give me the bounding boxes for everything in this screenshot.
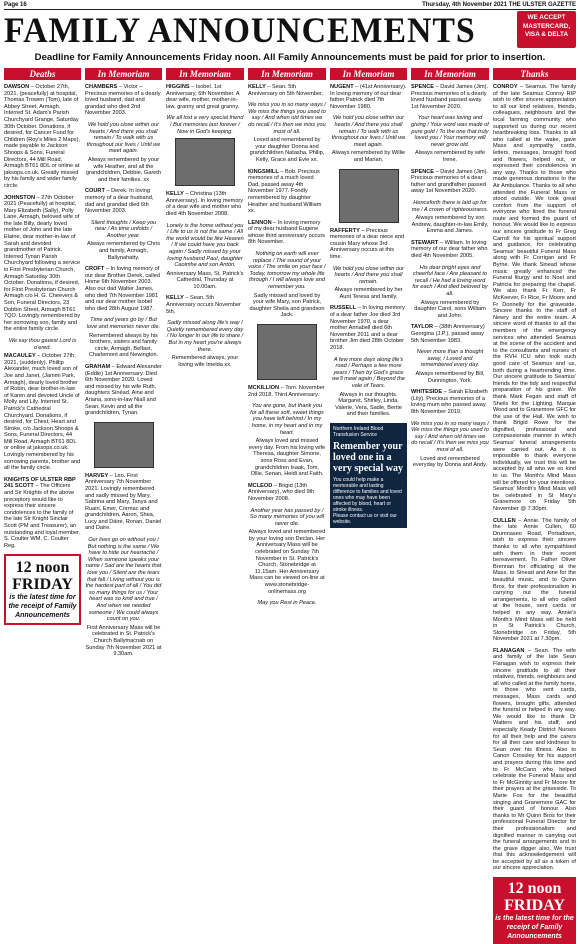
notice <box>248 220 326 246</box>
verse: Nothing on earth will ever replace / The sound of your voice / The smile on your face / Today, tomorrow my whole life through / I will always love and remember you. <box>248 251 326 291</box>
notice <box>330 228 407 261</box>
notice-name: RUSSELL <box>330 305 357 312</box>
page-number: Page 16 <box>4 2 27 8</box>
notice-name: KNIGHTS OF ULSTER RBP 241 SCOTT <box>4 476 76 490</box>
verse: Silent thoughts / Keep you near / As time unfolds / Another year. <box>90 219 157 239</box>
notice <box>248 385 326 398</box>
memorial-photo <box>339 169 399 223</box>
notice-name: CHAMBERS <box>85 84 118 90</box>
notice-signoff: Always in our thoughts. Margaret, Shirley, Linda, Valerie, Vera, Sadie, Bertie and their families. <box>335 391 402 418</box>
notice <box>4 84 81 190</box>
notice-name: TAYLOR <box>411 324 434 331</box>
notice-text: – Leo. First Anniversary 7th November 2021. Lovingly remembered and sadly missed by Mary, Sabrina and Mary, Tanya and Ruairi, Emer, Cormac and grandchildren, Aaron, Shea, Lucy and Dáire, Ronan, Daniel and Daire. <box>85 472 162 532</box>
column-thanks <box>493 68 576 941</box>
verse: We hold you close within our hearts / And there you shall remain / To walk with us throughout our lives / Until we meet again. <box>331 115 406 148</box>
notice-name: DAWSON <box>4 84 30 90</box>
verse: Time and years go by / But love and memories never die. <box>86 317 161 330</box>
notice-name: SPENCE <box>411 168 435 175</box>
notice-name: GRAHAM <box>85 363 111 370</box>
hosp-top: Northern Ireland Blood Transfusion Service <box>333 425 384 438</box>
memorial-photo <box>257 324 317 380</box>
notice-name: CONROY <box>493 84 518 90</box>
deadline-box: 12 noon FRIDAY is the latest time for the receipt of Family Announcements <box>4 554 81 625</box>
notice-name: MCLEOD <box>248 482 273 489</box>
notice-text: – The Officers and Sir Knights of the above preceptory would like to express their sincere condolences to the family of the late Sir Knight Sinclair Scott (PM and Treasurer), an outstanding and loyal member. S. Coulter WM, C. Coulter Reg. <box>4 483 81 549</box>
notice-text: – Brigid (13th Anniversary), who died 9th November 2008. <box>248 482 315 502</box>
notice <box>166 295 244 315</box>
notice-signoff: Loved and remembered by your daughter Donna and grandchildren Natasha, Philip, Kelly, Grace and Evie xx. <box>249 137 325 163</box>
notice-text: – Annie. The family of the late Annie Cullen, 60 Drumnaseo Road, Portadown, wish to express their sincere thanks to all who sympathised with them in their recent bereavement. To Father Oliver Brennan for officiating at the Mass, to Sinead and Aine for the beautiful music, and to Quinn Bros. for their professionalism in carrying out the funeral arrangements, to all who called at the house, sent cards or helped in any way. Annie's Month's Mind Mass will be held in St Patrick's Church, Stonebridge on Friday, 5th November 2021 at 7.30pm. <box>493 517 576 643</box>
verse: Never more than a thought away, / Loved and remembered every day. <box>416 349 484 369</box>
deadline-notice: Deadline for Family Announcements Friday noon. All Family Announcements must be paid for prior to insertion. <box>34 52 546 63</box>
verse: We hold you close within our hearts / And there you shall remain / To walk with us throughout our lives / Until we meet again. <box>86 121 161 155</box>
hosp-body: You could help make a memorable and lasting difference to families and loved ones who may have been affected by blood, heart or stroke illness. <box>333 476 402 513</box>
notice <box>85 188 162 214</box>
notice-name: KELLY <box>166 295 184 302</box>
notice-text: – In loving memory of a dear father Joe died 3rd November 1970, a dear mother Annabell died 6th November 2011 and a dear brother Jim died 28th October 2018. <box>330 305 405 352</box>
notice-text: – (41st Anniversary). In loving memory of our dear father Patrick died 7th November 1980. <box>330 84 407 110</box>
memorial-photo <box>175 138 235 186</box>
verse: Our lives go on without you / But nothing is the same / We have to hide our heartache / When someone speaks your name / Sad are the hearts that love you / Silent are the tears that fall / Living without you is the hardest part of all / You did so many things for us / Your heart was so kind and true / And when we needed someone / We could always count on you. <box>85 537 162 623</box>
notice-name: CULLEN <box>493 517 516 524</box>
column-heading: In Memoriam <box>248 68 326 80</box>
notice-name: HARVEY <box>85 472 109 479</box>
notice-signoff: Always remembered by Bill, Dunnington, York. <box>415 370 485 384</box>
notice-signoff: Always loved and missed every day. From his loving wife Theresa, daughter Simone, sons Ross and Evan, grandchildren Isaak, Tom, Ollie, Senan, Heidi and Faith. <box>248 438 326 478</box>
column-in-memoriam-3 <box>248 68 326 732</box>
notice-name: SPENCE <box>411 84 435 90</box>
notice <box>330 305 407 351</box>
column-in-memoriam-4 <box>330 68 407 732</box>
column-heading: In Memoriam <box>166 68 244 80</box>
column-in-memoriam-5 <box>411 68 489 732</box>
notice-text: – (38th Anniversary) Georgina (J.P.), passed away 5th November 1983. <box>411 324 485 344</box>
notice <box>411 84 489 110</box>
verse: We say thou gavest Lord is o'ered. <box>8 337 77 351</box>
notice-name: COURT <box>85 188 105 195</box>
notice-signoff: First Anniversary Mass will be celebrated in St. Patrick's Church Ballymacnab on Sunday 7th November 2021 at 9.30am. <box>85 624 162 658</box>
notice-text: – Christina (13th Anniversary). In loving memory of a dear wife and mother who died 4th November 2008. <box>166 191 244 217</box>
verse: Henceforth there is laid up for me / A crown of righteousness. <box>411 199 489 213</box>
notice-name: FLANAGAN <box>493 647 525 654</box>
notice-signoff: Always remembered by Chris and family, Armagh, Ballynahatty. <box>86 241 161 261</box>
notice-name: NUGENT <box>330 84 354 90</box>
card-promo-badge: WE ACCEPT MASTERCARD, VISA & DELTA <box>517 11 576 48</box>
verse: His dear bright eyes and cheerful face / Are pleasant to recall / He had a loving word for each / And died beloved by all. <box>412 264 488 298</box>
notice <box>493 648 576 872</box>
notice <box>4 353 81 472</box>
notice-signoff: Always remembered by wife Irene. <box>415 150 485 163</box>
column-deaths <box>4 68 81 732</box>
notice-name: CROFT <box>85 266 105 273</box>
notice-text: – Edward Alexander (Eddie) 1st Anniversary. Died 6th November 2020. Loved and missed by his wife Ruth, daughters Sinéad, Aine and Ariana, sons-in-law Niall and Sean, Kevin and all the grandchildren, Tynan. <box>85 363 162 417</box>
column-heading: In Memoriam <box>85 68 162 80</box>
verse: We all lost a very special friend / But memories last forever / Now in God's keeping. <box>166 115 244 135</box>
notice-text: – Sean. 5th Anniversary on 5th November. <box>248 84 324 97</box>
verse: You are gone, but thank you for all these soft, sweet things you have left behind / In my home, in my heart and in my heart. <box>250 403 324 436</box>
notice <box>411 169 489 195</box>
notice-signoff: Always remembered by your wife Heather, and all the grandchildren, Debbie, Gareth and their families. xx <box>86 156 161 183</box>
notice-name: KINGSMILL <box>248 168 279 175</box>
notice <box>248 483 326 503</box>
issue-date: Thursday, 4th November 2021 THE ULSTER GAZETTE <box>422 2 576 8</box>
notice <box>166 84 244 110</box>
notice <box>411 389 489 415</box>
notice-text: – Sean. The wife and family of the late Sean Flanagan wish to express their sincere gratitude to all their relatives, friends, neighbours and all who called at the family home, to those who sent cards, messages, Mass cards and flowers, brought gifts, attended the funeral or helped in any way. We would like to thank Dr Watters and his staff, and especially Keady District Nurses for all their help and the carers for all their care and kindness to Sean over his illness. Also to Canon Crossley for his support and prayers during this time and to Fr McCann who helped celebrate the Funeral Mass and to Fr McGinnity and Fr Moore for their prayers at the graveside. To Marie Fox for the beautiful singing and Granemore GAC for their guard of honour. Also thanks to Mr Quinn Bros for their professional Funeral Director for their professionalism and dignified manner in carrying out the funeral arrangements and to the grave digger also. We trust that this acknowledgement will be accepted by all as a token of our sincere appreciation. <box>493 647 576 872</box>
notice-signoff: Always remembered by Willie and Marian. <box>331 150 406 163</box>
notice <box>85 266 162 312</box>
notice <box>166 191 244 217</box>
notice-text: – Precious memories of a dear niece and cousin Mary whose 3rd Anniversary occurs at this time. <box>330 227 405 260</box>
notice-name: WHITESIDE <box>411 389 443 396</box>
column-heading: In Memoriam <box>330 68 407 80</box>
verse: We miss you in so many ways / We miss the things you used to say / And when old times we do recall / It's then we miss you most of all. <box>411 420 489 453</box>
notice <box>248 169 326 215</box>
notice-signoff: Always remembered by her Aunt Teresa and family. <box>334 287 403 300</box>
notice-text: – Tom. November 2nd 2018. Third Anniversary. <box>248 385 325 398</box>
notice-text: – 27th October 2021 (Peacefully) at hospital, Mary Elizabeth (Sally), Polly Lane, Armagh, beloved wife of the late Billy, dearly loved mother of John and the late Elaine, dear mother-in-law of Sarah and devoted grandmother of Patrick. Interred Tynan Parish Churchyard following a service in First Presbyterian Church, Armagh Saturday 30th October. Donations, if desired, for First Presbyterian Church Armagh c/o H. G. Cheevers & Son, Funeral Directors, 23 Dobbin Street, Armagh BT61 7QO. Lovingly remembered by her sorrowing son, family and the entire family circle. <box>4 194 81 333</box>
notice-name: JOHNSTON <box>4 194 35 201</box>
notice <box>493 84 576 513</box>
notice-text: – Isobel. 1st Anniversary, 6th November. A dear wife, mother, mother-in-law, granny and great granny. <box>166 84 240 110</box>
notice-name: STEWART <box>411 239 439 246</box>
verse: Your heart was loving and giving / Your word was made of pure gold / To the one that truly loved you / Your memory will never grow old. <box>411 115 489 148</box>
notice-signoff: Loved and remembered everyday by Donna and Andy. <box>412 455 488 469</box>
column-in-memoriam-2 <box>166 68 244 732</box>
hosp-title: Remember your loved one in a very special way <box>333 440 403 474</box>
notice-signoff: Always remembered by son Andrew, daughter-in-law Emily, Emma and James. <box>411 215 489 235</box>
masthead-title: FAMILY ANNOUNCEMENTS <box>4 10 476 50</box>
notice-text: – William. In loving memory of our dear father who died 4th November 2005. <box>411 239 488 260</box>
notice <box>248 84 326 97</box>
verse: A few more days along life's road / Perhaps a few more years / Then by God's grace we'll meet again / Beyond the vale of Tears. <box>332 356 405 389</box>
verse: Another year has passed by / So many memories of you will never die. <box>249 507 325 527</box>
verse: May you Rest in Peace. <box>257 600 317 607</box>
notice-signoff: Remembered always, your loving wife Imelda xx. <box>171 355 239 368</box>
notice <box>85 364 162 417</box>
notice-text: – Bob. Precious memories of a much loved Dad, passed away 4th November 1977. Fondly remembered by daughter Heather and husband William xx. <box>248 168 322 215</box>
notice-name: LENNON <box>248 219 272 226</box>
notice-signoff: Always remembered by daughter Carol, sons William and John. <box>414 299 486 319</box>
column-heading: In Memoriam <box>411 68 489 80</box>
notice <box>85 84 162 117</box>
notice <box>4 477 81 550</box>
notice-text: – Sarah Elizabeth (Lily). Precious memories of a loving mum who passed away 8th November 2019. <box>411 389 488 415</box>
notice-text: – David James (Jim). Precious memories of a dear father and grandfather passed away 1st November 2020. <box>411 168 489 195</box>
notice-text: – October 27th, 2021, (suddenly), Phillip Alexander, much loved son of Joe and Janet, (Jammi Park, Armagh), dearly loved brother of Robin, dear brother-in-law of Karen and devoted Uncle of Molly and Lily. Interred St. Patrick's Cathedral Churchyard. Donations, if desired, for Chest, Heart and Stroke, c/o Jackson Shoops & Sons, Funeral Directors, 44 Mill Road, Armagh BT61 8DL or online at jaksops.co.uk. Lovingly remembered by his sorrowing parents, brother and all the family circle. <box>4 353 81 472</box>
hosp-foot: Please contact us or visit our website. <box>333 512 397 525</box>
verse: Sadly missed along life's way / Quietly remembered every day / No longer in our life to share / But in my heart you're always there. <box>166 320 244 353</box>
verse: We hold you close within our hearts / And there you shall remain. <box>332 265 405 285</box>
notice <box>493 518 576 643</box>
notice-text: – Sean. 5th Anniversary occurs November 5th. <box>166 295 241 315</box>
page-header <box>4 1 576 10</box>
notice-text: – In loving memory of my dear husband Eugene whose third anniversary occurs 8th November. <box>248 219 326 246</box>
notice-name: MACAULEY <box>4 353 36 360</box>
column-in-memoriam-1 <box>85 68 162 732</box>
verse: Lonely is the home without you / Life to us is not the same / All the world would be like Heaven / If we could have you back again / Sadly missed by your loving husband Paul, daughter Caoimhe and son Antón. <box>166 222 244 269</box>
deadline-box-red: 12 noon FRIDAY is the latest time for the receipt of Family Announcements <box>493 877 576 944</box>
memorial-photo <box>94 422 154 468</box>
notice <box>330 84 407 110</box>
column-heading: Deaths <box>4 68 81 80</box>
notice <box>411 324 489 344</box>
notice-name: KELLY <box>248 84 266 90</box>
notice-signoff: Anniversary Mass, St. Patrick's Cathedral, Thursday at 10.00am. <box>166 270 244 290</box>
notice-name: MCKILLION <box>248 385 280 391</box>
notice-text: – Derek. In loving memory of a dear husband, dad and grandad died 6th November 2003. <box>85 188 154 215</box>
notice-name: KELLY <box>166 191 184 198</box>
notice-signoff: Sadly missed and loved by your wife Mary, son Patrick, daughter Sheila and grandson Jack. <box>249 292 325 319</box>
notice <box>85 473 162 532</box>
verse: We miss you in so many ways / We miss the things you used to say / And when old times we do recall / It's then we miss you most of all. <box>248 102 326 135</box>
notice-text: – October 27th, 2021, (peacefully) at hospital, Thomas Trowen (Tom), late of Abbey Street, Armagh. Interred St. Adam's Parish Churchyard Grange, Saturday 30th October. Donations, if desired, for Cancer Fund for Children (Roy's Miles 2 Maps), made payable to Jackson Shoops & Sons, Funeral Directors, 44 Mill Road, Armagh BT61 8DL or online at jaksops.co.uk. Greatly missed by his family and wider family circle. <box>4 84 80 189</box>
notice-text: – Victor – Precious memories of a dearly loved husband, dad and grandad who died 2nd November 2003. <box>85 84 161 117</box>
notice-text: – David James (Jim). Precious memories of a dearly loved husband passed away 1st November 2020. <box>411 84 489 110</box>
notice-text: – Seamus. The family of the late Seamus Conroy RIP wish to offer sincere appreciation to all our kind relatives, friends, colleagues, neighbours and the local farming community who supported us during our recent heartbreaking loss. Thanks to all who called at the wake, gave Mass and sympathy cards, letters, messages, brought food and flowers, helped out, or expressed their condolences in any way. Thanks to those who made generous donations to the Air Ambulance. Thanks to all who attended the Funeral Mass or stood outside. We took great comfort from the support of everyone who lined the funeral route and formed the guard of honour. We would like to express our sincere gratitude to Fr Greg Carroll for his spiritual support and guidance, for celebrating Seamus' beautiful Funeral Mass along with Fr Corrigan and Fr Byrne. We thank Sinead whose music greatly enhanced the Funeral liturgy and to Noel and Patricia for preparing the chapel. We also thank Fr Kerr, Fr McKeever, Fr Rice, Fr Moore and Fr Donnelly for the graveside. Sincere thanks to the staff of Newry and the entire team. A sincere word of thanks to all the members of the emergency services who attended Seamus at the scene of the accident and to the consultants and nurses of the RVH ICU who took such good care of Seamus and us, both during a heartrending time. Our sincere gratitude to Seamus' friends for the tidy and respectful preparation of his grave. We thank Mark Fegan and staff of Sheils for the Lighting. Marque Wood and to Granemore GFC for the use of the Hall. We wish to thank Brigid Rowe for the dignified, professional and compassionate manner in which Seamus' funeral arrangements were carried out. As it is impossible to thank everyone individually, we trust this will be accepted by all who we so kind to us. The Month's Mind Mass will be offered for your intentions. Seamus' Month's Mind Mass will be celebrated in St Mary's Granemore on Friday 5th November @ 7.30pm. <box>493 84 576 512</box>
notice-text: – In loving memory of our dear Brother Derek, called Home 6th November 2003. Also our dad Walter James, who died 7th November 1981 and our dear mother Isobel who died 28th August 1987. <box>85 266 160 312</box>
notice <box>411 240 489 260</box>
notice-signoff: Remembered always by his brothers, sisters and family circle, Armagh, Belfast, Charlemont and Newington. <box>88 332 159 359</box>
notice-name: HIGGINS <box>166 84 190 90</box>
notice-signoff: Always loved and remembered by your loving son Declan. Her Anniversary Mass will be celebrated on Sunday 7th November in St. Patrick's Church, Stonebridge at 11.15am. Her Anniversary Mass can be viewed on-line at www.stonebridge-onlinemass.org <box>248 529 326 595</box>
notice-name: RAFFERTY <box>330 227 360 234</box>
notice <box>4 195 81 333</box>
column-heading: Thanks <box>493 68 576 80</box>
charity-advert <box>330 423 407 528</box>
